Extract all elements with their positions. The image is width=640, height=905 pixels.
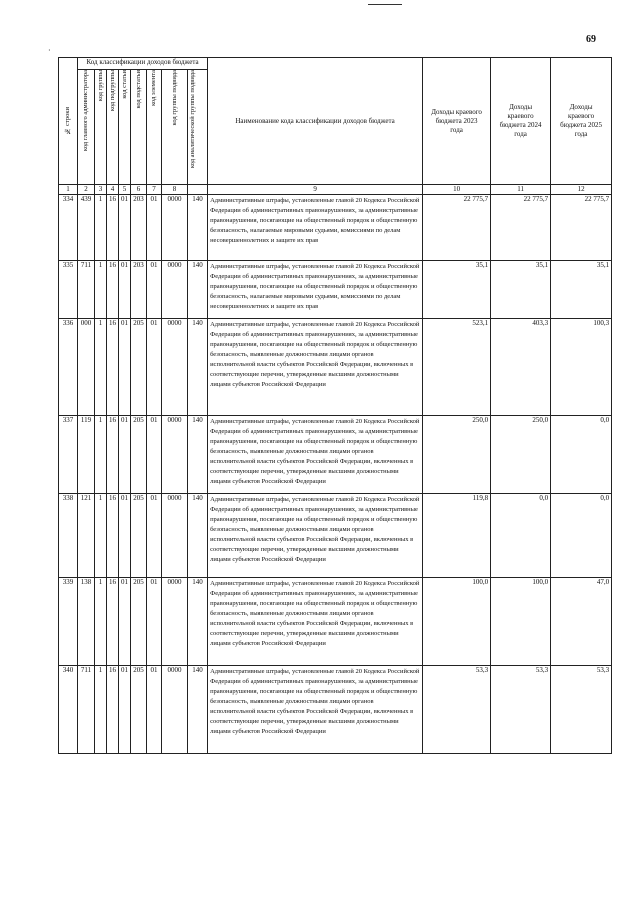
cell-group: 1: [95, 578, 107, 666]
page-number: 69: [586, 34, 596, 45]
cell-y2024: 53,3: [491, 666, 551, 754]
budget-revenue-table: [58, 57, 612, 754]
cell-y2024: 35,1: [491, 261, 551, 319]
cell-article: 01: [119, 195, 131, 261]
cell-element: 01: [147, 578, 162, 666]
cell-name: Административные штрафы, установленные главой 20 Кодекса Российской Федерации об административных правонарушениях, за административные правонарушения, посягающие на общественный порядок и общественную безопасность, налагаемые мировыми судьями, комиссиями по делам несовершеннолетних и защите их прав: [208, 195, 423, 261]
header-classification-group: Код классификации доходов бюджета: [78, 58, 208, 70]
colnum-3: 3: [95, 185, 107, 195]
cell-subtype: 0000: [162, 319, 188, 416]
cell-analytic: 140: [188, 195, 208, 261]
cell-y2023: 100,0: [423, 578, 491, 666]
cell-y2024: 100,0: [491, 578, 551, 666]
cell-subarticle: 205: [131, 494, 147, 578]
cell-admin: 439: [78, 195, 95, 261]
cell-analytic: 140: [188, 319, 208, 416]
cell-y2023: 22 775,7: [423, 195, 491, 261]
cell-article: 01: [119, 416, 131, 494]
cell-admin: 119: [78, 416, 95, 494]
header-subgroup-code: код подгруппы: [107, 70, 119, 185]
colnum-5: 5: [119, 185, 131, 195]
header-admin-code: код главного администратора: [78, 70, 95, 185]
cell-subgroup: 16: [107, 261, 119, 319]
cell-y2025: 53,3: [551, 666, 612, 754]
header-article-code: код статьи: [119, 70, 131, 185]
cell-subarticle: 205: [131, 578, 147, 666]
cell-subarticle: 205: [131, 666, 147, 754]
colnum-8b: [188, 185, 208, 195]
cell-y2025: 0,0: [551, 494, 612, 578]
colnum-12: 12: [551, 185, 612, 195]
header-y2024: Доходы краевого бюджета 2024 года: [491, 58, 551, 185]
header-subtype-group-code: код группы подвида: [162, 70, 188, 185]
cell-element: 01: [147, 319, 162, 416]
cell-element: 01: [147, 494, 162, 578]
cell-y2025: 35,1: [551, 261, 612, 319]
table-row: [59, 666, 612, 754]
cell-subgroup: 16: [107, 319, 119, 416]
colnum-11: 11: [491, 185, 551, 195]
cell-admin: 138: [78, 578, 95, 666]
cell-subtype: 0000: [162, 494, 188, 578]
cell-subtype: 0000: [162, 666, 188, 754]
colnum-6: 6: [131, 185, 147, 195]
cell-subgroup: 16: [107, 666, 119, 754]
cell-y2024: 22 775,7: [491, 195, 551, 261]
cell-y2025: 100,3: [551, 319, 612, 416]
cell-group: 1: [95, 319, 107, 416]
cell-y2024: 0,0: [491, 494, 551, 578]
cell-admin: 121: [78, 494, 95, 578]
cell-analytic: 140: [188, 494, 208, 578]
cell-y2024: 403,3: [491, 319, 551, 416]
colnum-9: 9: [208, 185, 423, 195]
cell-y2025: 22 775,7: [551, 195, 612, 261]
table-row: [59, 494, 612, 578]
colnum-1: 1: [59, 185, 78, 195]
cell-y2023: 250,0: [423, 416, 491, 494]
cell-y2023: 523,1: [423, 319, 491, 416]
table-row: [59, 319, 612, 416]
cell-subgroup: 16: [107, 416, 119, 494]
cell-subarticle: 203: [131, 195, 147, 261]
cell-subarticle: 205: [131, 416, 147, 494]
cell-row: 338: [59, 494, 78, 578]
table-row: [59, 261, 612, 319]
cell-article: 01: [119, 261, 131, 319]
cell-y2025: 47,0: [551, 578, 612, 666]
cell-subtype: 0000: [162, 578, 188, 666]
cell-subtype: 0000: [162, 195, 188, 261]
cell-name: Административные штрафы, установленные главой 20 Кодекса Российской Федерации об административных правонарушениях, за административные правонарушения, посягающие на общественный порядок и общественную безопасность, выявленные должностными лицами органов исполнительной власти субъектов Российской Федерации, включенных в соответствующие перечни, утвержденные высшими должностными лицами субъектов Российской Федерации: [208, 416, 423, 494]
header-row-no: № строки: [59, 58, 78, 185]
cell-element: 01: [147, 416, 162, 494]
cell-name: Административные штрафы, установленные главой 20 Кодекса Российской Федерации об административных правонарушениях, за административные правонарушения, посягающие на общественный порядок и общественную безопасность, выявленные должностными лицами органов исполнительной власти субъектов Российской Федерации, включенных в соответствующие перечни, утвержденные высшими должностными лицами субъектов Российской Федерации: [208, 666, 423, 754]
cell-element: 01: [147, 261, 162, 319]
column-number-row: [59, 185, 612, 195]
table-header: [59, 58, 612, 185]
cell-admin: 711: [78, 261, 95, 319]
cell-group: 1: [95, 666, 107, 754]
table-row: [59, 578, 612, 666]
margin-mark: ·: [48, 46, 51, 55]
cell-subgroup: 16: [107, 195, 119, 261]
cell-admin: 711: [78, 666, 95, 754]
colnum-2: 2: [78, 185, 95, 195]
cell-article: 01: [119, 319, 131, 416]
cell-subarticle: 205: [131, 319, 147, 416]
header-y2023: Доходы краевого бюджета 2023 года: [423, 58, 491, 185]
cell-admin: 000: [78, 319, 95, 416]
cell-subarticle: 203: [131, 261, 147, 319]
cell-y2023: 53,3: [423, 666, 491, 754]
colnum-8: 8: [162, 185, 188, 195]
cell-group: 1: [95, 195, 107, 261]
cell-y2023: 35,1: [423, 261, 491, 319]
cell-analytic: 140: [188, 261, 208, 319]
cell-group: 1: [95, 261, 107, 319]
cell-row: 335: [59, 261, 78, 319]
cell-analytic: 140: [188, 578, 208, 666]
table-body: [59, 185, 612, 754]
table-row: [59, 195, 612, 261]
cell-article: 01: [119, 494, 131, 578]
cell-article: 01: [119, 578, 131, 666]
cell-row: 334: [59, 195, 78, 261]
cell-y2025: 0,0: [551, 416, 612, 494]
cell-subgroup: 16: [107, 578, 119, 666]
cell-name: Административные штрафы, установленные главой 20 Кодекса Российской Федерации об административных правонарушениях, за административные правонарушения, посягающие на общественный порядок и общественную безопасность, выявленные должностными лицами органов исполнительной власти субъектов Российской Федерации, включенных в соответствующие перечни, утвержденные высшими должностными лицами субъектов Российской Федерации: [208, 319, 423, 416]
header-group-code: код группы: [95, 70, 107, 185]
cell-group: 1: [95, 494, 107, 578]
header-analytic-group-code: код аналитической группы подвида: [188, 70, 208, 185]
header-y2025: Доходы краевого бюджета 2025 года: [551, 58, 612, 185]
cell-subtype: 0000: [162, 261, 188, 319]
colnum-7: 7: [147, 185, 162, 195]
top-rule: [368, 4, 402, 5]
cell-analytic: 140: [188, 416, 208, 494]
cell-name: Административные штрафы, установленные главой 20 Кодекса Российской Федерации об административных правонарушениях, за административные правонарушения, посягающие на общественный порядок и общественную безопасность, выявленные должностными лицами органов исполнительной власти субъектов Российской Федерации, включенных в соответствующие перечни, утвержденные высшими должностными лицами субъектов Российской Федерации: [208, 494, 423, 578]
header-name: Наименование кода классификации доходов бюджета: [208, 58, 423, 185]
cell-name: Административные штрафы, установленные главой 20 Кодекса Российской Федерации об административных правонарушениях, за административные правонарушения, посягающие на общественный порядок и общественную безопасность, выявленные должностными лицами органов исполнительной власти субъектов Российской Федерации, включенных в соответствующие перечни, утвержденные высшими должностными лицами субъектов Российской Федерации: [208, 578, 423, 666]
cell-subtype: 0000: [162, 416, 188, 494]
cell-row: 337: [59, 416, 78, 494]
cell-row: 336: [59, 319, 78, 416]
cell-group: 1: [95, 416, 107, 494]
header-subarticle-code: код подстатьи: [131, 70, 147, 185]
cell-element: 01: [147, 666, 162, 754]
colnum-10: 10: [423, 185, 491, 195]
cell-row: 339: [59, 578, 78, 666]
cell-y2024: 250,0: [491, 416, 551, 494]
header-element-code: код элемента: [147, 70, 162, 185]
cell-article: 01: [119, 666, 131, 754]
cell-subgroup: 16: [107, 494, 119, 578]
cell-row: 340: [59, 666, 78, 754]
colnum-4: 4: [107, 185, 119, 195]
cell-y2023: 119,8: [423, 494, 491, 578]
cell-name: Административные штрафы, установленные главой 20 Кодекса Российской Федерации об административных правонарушениях, за административные правонарушения, посягающие на общественный порядок и общественную безопасность, налагаемые мировыми судьями, комиссиями по делам несовершеннолетних и защите их прав: [208, 261, 423, 319]
cell-analytic: 140: [188, 666, 208, 754]
cell-element: 01: [147, 195, 162, 261]
table-row: [59, 416, 612, 494]
